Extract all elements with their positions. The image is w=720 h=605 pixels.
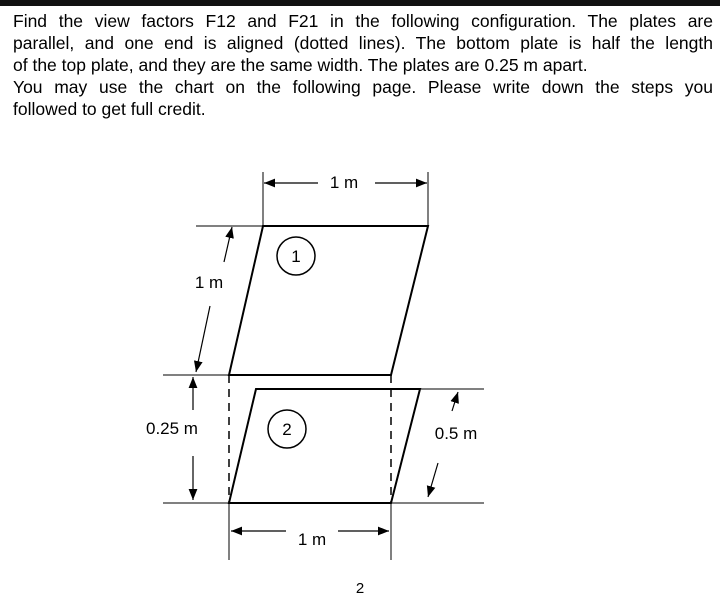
problem-line-5: followed to get full credit. xyxy=(13,99,206,119)
plate-2-label: 2 xyxy=(282,420,292,439)
bottom-length-label: 0.5 m xyxy=(434,424,478,443)
arrow-bottom-length-down xyxy=(428,463,438,497)
problem-line-4: You may use the chart on the following page. Please write down the steps you xyxy=(13,77,713,97)
top-length-label: 1 m xyxy=(194,273,224,292)
problem-line-1: Find the view factors F12 and F21 in the following configuration. The plates are xyxy=(13,11,713,31)
top-plate-1 xyxy=(229,226,428,375)
plate-1-label: 1 xyxy=(291,247,301,266)
arrow-bottom-length-up xyxy=(452,392,458,411)
problem-line-2: parallel, and one end is aligned (dotted lines). The bottom plate is half the length xyxy=(13,33,713,53)
arrow-top-length-down xyxy=(196,306,210,372)
bottom-width-label: 1 m xyxy=(297,530,327,549)
top-width-label: 1 m xyxy=(329,173,359,192)
problem-line-3: of the top plate, and they are the same width. The plates are 0.25 m apart. xyxy=(13,55,588,75)
gap-label: 0.25 m xyxy=(146,419,198,438)
arrow-top-length-up xyxy=(224,227,232,262)
page-number: 2 xyxy=(355,580,365,597)
